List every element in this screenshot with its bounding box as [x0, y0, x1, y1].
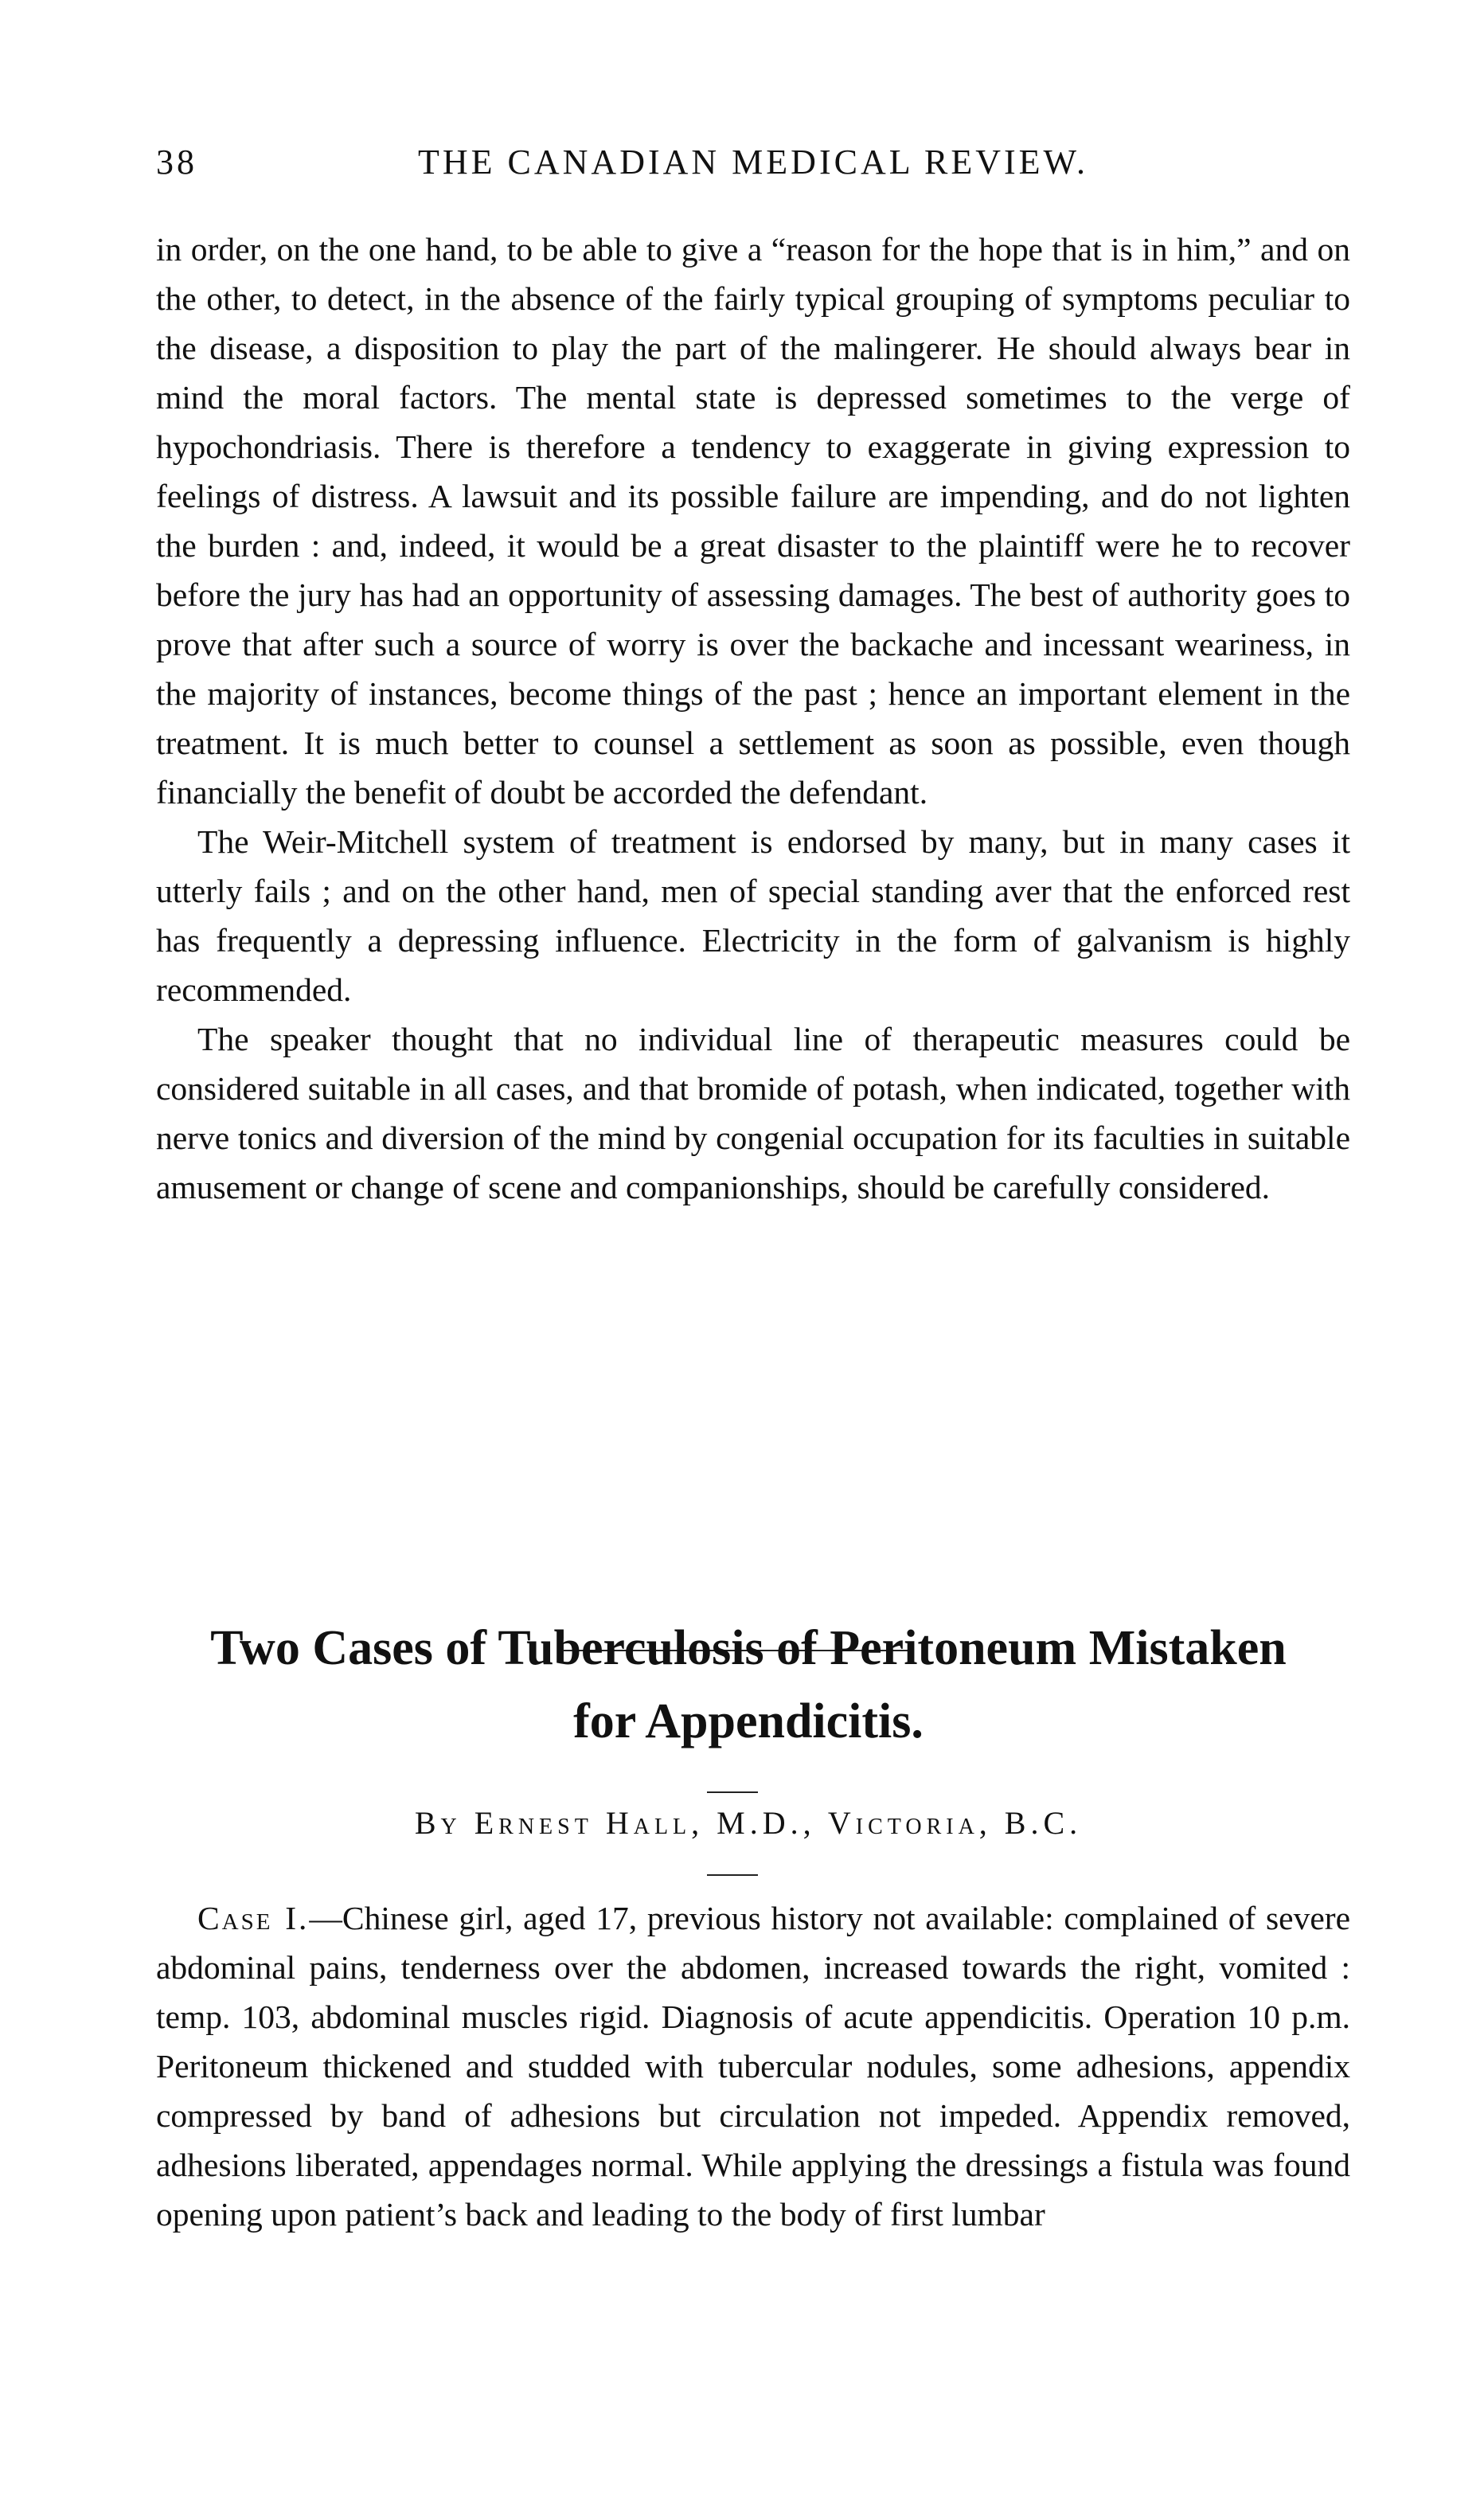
- byline-rule: [707, 1874, 758, 1876]
- article-body: [156, 1893, 1350, 2239]
- section-one-text: [156, 225, 1350, 1212]
- paragraph: The speaker thought that no individual line of therapeutic measures could be considered suitable in all cases, and that bromide of potash, when indicated, together with nerve tonics and diversion of the mind by congenial occupation for its faculties in suitable amusement or change of scene and companionships, should be carefully considered.: [156, 1021, 1350, 1205]
- article-title-line: for Appendicitis.: [573, 1694, 924, 1748]
- article-title: [127, 1612, 1369, 1758]
- paragraph: in order, on the one hand, to be able to give a “reason for the hope that is in him,” and on the other, to detect, in the absence of the fairly typical grouping of symptoms peculiar to the disease, a disposition to play the part of the malingerer. He should always bear in mind the moral factors. The mental state is depressed sometimes to the verge of hypochondriasis. There is therefore a tendency to exaggerate in giving expression to feelings of distress. A lawsuit and its possible failure are impending, and do not lighten the burden : and, indeed, it would be a great disaster to the plaintiff were he to recover before the jury has had an opportunity of assessing damages. The best of authority goes to prove that after such a source of worry is over the backache and incessant weariness, in the majority of instances, become things of the past ; hence an important element in the treatment. It is much better to counsel a settlement as soon as possible, even though financially the benefit of doubt be accorded the defendant.: [156, 231, 1350, 811]
- paragraph: The Weir-Mitchell system of treatment is endorsed by many, but in many cases it utterly fails ; and on the other hand, men of special standing aver that the enforced rest has frequently a depressing influence. Electricity in the form of galvanism is highly recommended.: [156, 823, 1350, 1008]
- case-text: —Chinese girl, aged 17, previous history not available: complained of severe abdominal pains, tenderness over the abdomen, increased towards the right, vomited : temp. 103, abdominal muscles rigid. Diagnosis of acute appendicitis. Operation 10 p.m. Peritoneum thickened and studded with tubercular nodules, some adhesions, appendix compressed by band of adhesions but circulation not impeded. Appendix removed, adhesions liberated, appendages normal. While applying the dressings a fistula was found opening upon patient’s back and leading to the body of first lumbar: [156, 1900, 1350, 2233]
- article-title-line: Two Cases of Tuberculosis of Peritoneum Mistaken: [210, 1621, 1287, 1675]
- running-head: THE CANADIAN MEDICAL REVIEW.: [418, 143, 1088, 182]
- title-rule: [707, 1791, 758, 1793]
- page-number: 38: [156, 143, 197, 182]
- page-header: [156, 142, 1350, 189]
- byline: By Ernest Hall, M.D., Victoria, B.C.: [414, 1805, 1083, 1841]
- paragraph: [156, 1893, 1350, 2239]
- case-label: Case I.: [197, 1900, 310, 1936]
